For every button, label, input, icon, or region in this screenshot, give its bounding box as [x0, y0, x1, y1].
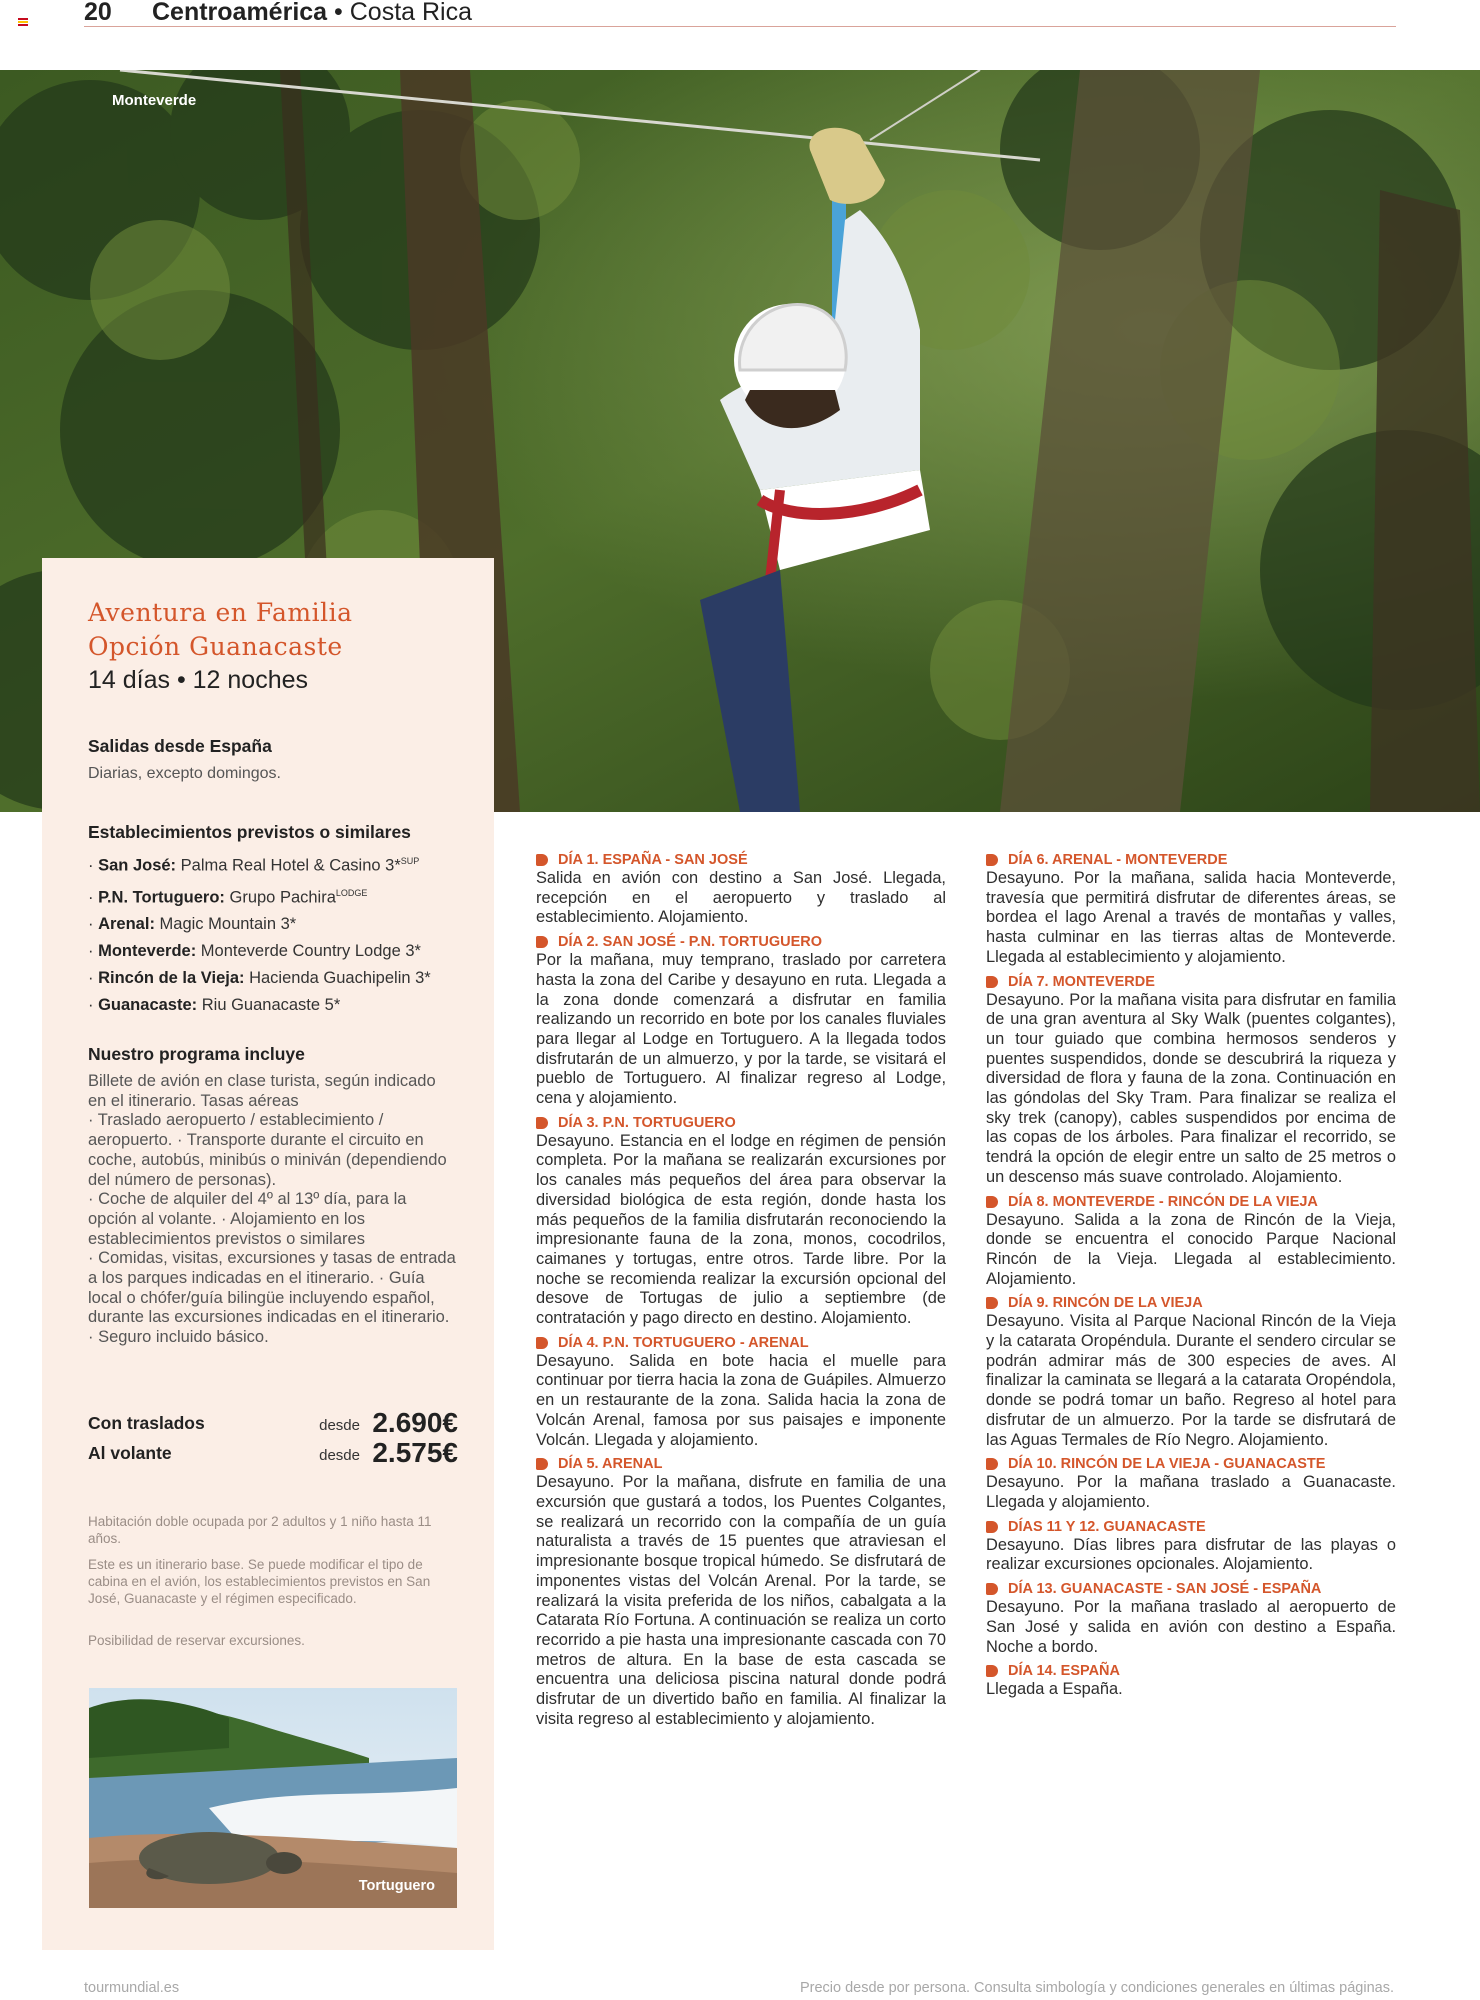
day-text: Por la mañana, muy temprano, traslado por carretera hasta la zona del Caribe y desayuno en ruta. Llegada a la zona donde comenzará a disfrutar en familia realizando un recorrido en bote por los canales fluviales para llegar al Lodge en Tortuguero. A la llegada todos disfrutarán de un almuerzo, y por la tarde, se visitará el pueblo de Tortuguero. Al finalizar regreso al Lodge, cena y alojamiento.: [536, 951, 946, 1108]
price-label: Al volante: [88, 1443, 172, 1463]
trip-title: [88, 596, 488, 664]
day-text: Desayuno. Por la mañana traslado al aeropuerto de San José y salida en avión con destino a España. Noche a bordo.: [986, 1598, 1396, 1656]
day-title: DÍA 14. ESPAÑA: [986, 1663, 1396, 1680]
itinerary-day: [986, 1194, 1396, 1290]
itinerary-day: [986, 974, 1396, 1188]
price-row-transfers: [88, 1406, 458, 1436]
page-title: [152, 0, 472, 27]
itinerary-column-2: [986, 852, 1396, 1706]
day-text: Desayuno. Por la mañana, disfrute en familia de una excursión que gustará a todos, los Puentes Colgantes, se realizará un recorrido con la compañía de un guía naturalista a través de 15 puentes que atraviesan el impresionante bosque tropical húmedo. Se disfrutará de imponentes vistas del Volcán Arenal. Por la tarde, se realizará la visita preferida de los niños, cabalgata a la Catarata Río Fortuna. A continuación se realiza un corto recorrido a pie hasta una impresionante cascada con 70 metros de altura. En la base de esta cascada se encuentra una deliciosa piscina natural donde podrá disfrutar de un divertido baño en familia. Al finalizar la visita regreso al establecimiento y alojamiento.: [536, 1473, 946, 1728]
lodging-item: · San José: Palma Real Hotel & Casino 3*$^{SUP}$: [88, 856, 420, 875]
itinerary-day: [536, 934, 946, 1109]
day-text: Desayuno. Por la mañana, salida hacia Monteverde, travesía que permitirá disfrutar de diferentes áreas, se bordea el lago Arenal a través de montañas y valles, hasta culminar en las tierras altas de Monteverde. Llegada al establecimiento y alojamiento.: [986, 869, 1396, 966]
itinerary-day: [536, 1115, 946, 1329]
price-amount: 2.690€: [372, 1407, 458, 1438]
note-excursions: Posibilidad de reservar excursiones.: [88, 1633, 305, 1648]
lodging-list: [88, 848, 468, 1019]
itinerary-day: [986, 1663, 1396, 1700]
day-title: DÍA 5. ARENAL: [536, 1456, 946, 1473]
footer-site-link[interactable]: tourmundial.es: [84, 1980, 180, 1996]
includes-list: [88, 1072, 458, 1348]
day-title: DÍA 13. GUANACASTE - SAN JOSÉ - ESPAÑA: [986, 1581, 1396, 1598]
trip-title-line1: Aventura en Familia: [88, 598, 353, 627]
day-title: DÍA 2. SAN JOSÉ - P.N. TORTUGUERO: [536, 934, 946, 951]
day-title: DÍA 3. P.N. TORTUGUERO: [536, 1115, 946, 1132]
day-text: Llegada a España.: [986, 1680, 1123, 1699]
footer-disclaimer: Precio desde por persona. Consulta simbología y condiciones generales en últimas páginas.: [799, 1980, 1394, 1996]
price-label: Con traslados: [88, 1413, 205, 1433]
trip-title-line2: Opción Guanacaste: [88, 632, 343, 661]
day-title: DÍA 8. MONTEVERDE - RINCÓN DE LA VIEJA: [986, 1194, 1396, 1211]
day-text: Salida en avión con destino a San José. Llegada, recepción en el aeropuerto y traslado al establecimiento. Alojamiento.: [536, 869, 946, 927]
includes-item: · Seguro incluido básico.: [88, 1328, 269, 1347]
page-number: 20: [84, 0, 112, 26]
itinerary-day: [536, 1335, 946, 1451]
itinerary-day: [986, 852, 1396, 968]
day-title: DÍA 1. ESPAÑA - SAN JOSÉ: [536, 852, 946, 869]
day-text: Desayuno. Por la mañana traslado a Guanacaste. Llegada y alojamiento.: [986, 1473, 1396, 1511]
day-text: Desayuno. Días libres para disfrutar de las playas o realizar excursiones opcionales. Alojamiento.: [986, 1535, 1396, 1574]
price-from: desde: [319, 1447, 360, 1464]
lodging-heading: Establecimientos previstos o similares: [88, 822, 411, 842]
day-title: DÍAS 11 Y 12. GUANACASTE: [986, 1519, 1396, 1536]
lodging-item: · Monteverde: Monteverde Country Lodge 3*: [88, 942, 421, 960]
trip-duration: 14 días • 12 noches: [88, 666, 309, 694]
itinerary-day: [986, 1456, 1396, 1512]
day-title: DÍA 4. P.N. TORTUGUERO - ARENAL: [536, 1335, 946, 1352]
itinerary-day: [986, 1295, 1396, 1450]
lodging-item: · P.N. Tortuguero: Grupo Pachira$^{LODGE}$: [88, 887, 368, 906]
day-text: Desayuno. Salida en bote hacia el muelle para continuar por tierra hacia la zona de Guápiles. Almuerzo en un restaurante de la zona. Salida hacia la zona de Volcán Arenal, famosa por sus paisajes e imponente Volcán. Llegada y alojamiento.: [536, 1351, 946, 1449]
header-rule: [84, 26, 1396, 27]
hero-caption: Monteverde: [112, 92, 197, 109]
departures-text: Diarias, excepto domingos.: [88, 765, 281, 782]
itinerary-day: [536, 852, 946, 928]
day-title: DÍA 9. RINCÓN DE LA VIEJA: [986, 1295, 1396, 1312]
includes-heading: Nuestro programa incluye: [88, 1044, 305, 1064]
lodging-item: · Rincón de la Vieja: Hacienda Guachipelin 3*: [88, 969, 431, 987]
day-text: Desayuno. Estancia en el lodge en régimen de pensión completa. Por la mañana se realizarán excursiones por los canales más pequeños del área para observar la diversidad biológica de esta región, donde hasta los más pequeños de la familia disfrutarán reconociendo la impresionante fauna de la zona, monos, cocodrilos, caimanes y tortugas, entre otros. Tarde libre. Por la noche se recomienda realizar la excursión opcional del desove de Tortugas de julio a septiembre (de contratación y pago directo en destino. Alojamiento.: [536, 1131, 946, 1328]
note-room: Habitación doble ocupada por 2 adultos y 1 niño hasta 11 años.: [88, 1514, 432, 1546]
includes-item: · Coche de alquiler del 4º al 13º día, para la opción al volante. · Alojamiento en los establecimientos previstos o similares: [88, 1190, 407, 1248]
day-text: Desayuno. Salida a la zona de Rincón de la Vieja, donde se encuentra el conocido Parque Nacional Rincón de la Vieja. Llegada al establecimiento. Alojamiento.: [986, 1210, 1396, 1288]
itinerary-column-1: [536, 852, 946, 1735]
region-name: Centroamérica: [152, 0, 328, 26]
title-separator: •: [327, 0, 350, 26]
price-from: desde: [319, 1417, 360, 1434]
lodging-item: · Guanacaste: Riu Guanacaste 5*: [88, 996, 341, 1014]
includes-item: · Traslado aeropuerto / establecimiento / aeropuerto. · Transporte durante el circuito en coche, autobús, minibús o miniván (dependiendo del número de personas).: [88, 1111, 447, 1189]
thumb-caption: Tortuguero: [358, 1878, 435, 1894]
beach-turtle-illustration: [89, 1688, 457, 1908]
itinerary-day: [536, 1456, 946, 1729]
day-text: Desayuno. Por la mañana visita para disfrutar en familia de una gran aventura al Sky Walk (puentes colgantes), un tour guiado que combina hermosos senderos y puentes suspendidos, donde se descubrirá la riqueza y diversidad de flora y fauna de la zona. Continuación en las góndolas del Sky Tram. Para finalizar se realiza el sky trek (canopy), cables suspendidos por encima de las copas de los árboles. Para finalizar el recorrido, se tendrá la opción de elegir entre un salto de 25 metros o un descenso más suave controlado. Alojamiento.: [986, 990, 1396, 1186]
includes-item: Billete de avión en clase turista, según indicado en el itinerario. Tasas aéreas: [88, 1072, 436, 1110]
day-text: Desayuno. Visita al Parque Nacional Rincón de la Vieja y la catarata Oropéndula. Durante el sendero circular se podrán admirar más de 300 especies de aves. Al finalizar la caminata se llegará a la catarata Oropéndola, donde se podrá tomar un baño. Regreso al hotel para disfrutar de un almuerzo. Por la tarde se disfrutará de las Aguas Termales de Río Negro. Alojamiento.: [986, 1312, 1396, 1449]
day-title: DÍA 7. MONTEVERDE: [986, 974, 1396, 991]
day-title: DÍA 10. RINCÓN DE LA VIEJA - GUANACASTE: [986, 1456, 1396, 1473]
tortuguero-photo: [89, 1688, 457, 1908]
country-name: Costa Rica: [349, 0, 472, 26]
itinerary-day: [986, 1581, 1396, 1657]
itinerary-day: [986, 1519, 1396, 1575]
note-base: Este es un itinerario base. Se puede modificar el tipo de cabina en el avión, los establecimientos previstos en San José, Guanacaste y el régimen especificado.: [88, 1557, 431, 1606]
departures-heading: Salidas desde España: [88, 736, 272, 756]
trip-info-panel: [42, 558, 494, 1950]
lodging-item: · Arenal: Magic Mountain 3*: [88, 915, 297, 933]
spain-flag-icon: [18, 18, 28, 26]
price-row-self-drive: [88, 1436, 458, 1466]
price-amount: 2.575€: [372, 1437, 458, 1468]
includes-item: · Comidas, visitas, excursiones y tasas de entrada a los parques indicadas en el itinerario. · Guía local o chófer/guía bilingüe incluyendo español, durante las excursiones indicadas en el itinerario.: [88, 1249, 456, 1327]
day-title: DÍA 6. ARENAL - MONTEVERDE: [986, 852, 1396, 869]
